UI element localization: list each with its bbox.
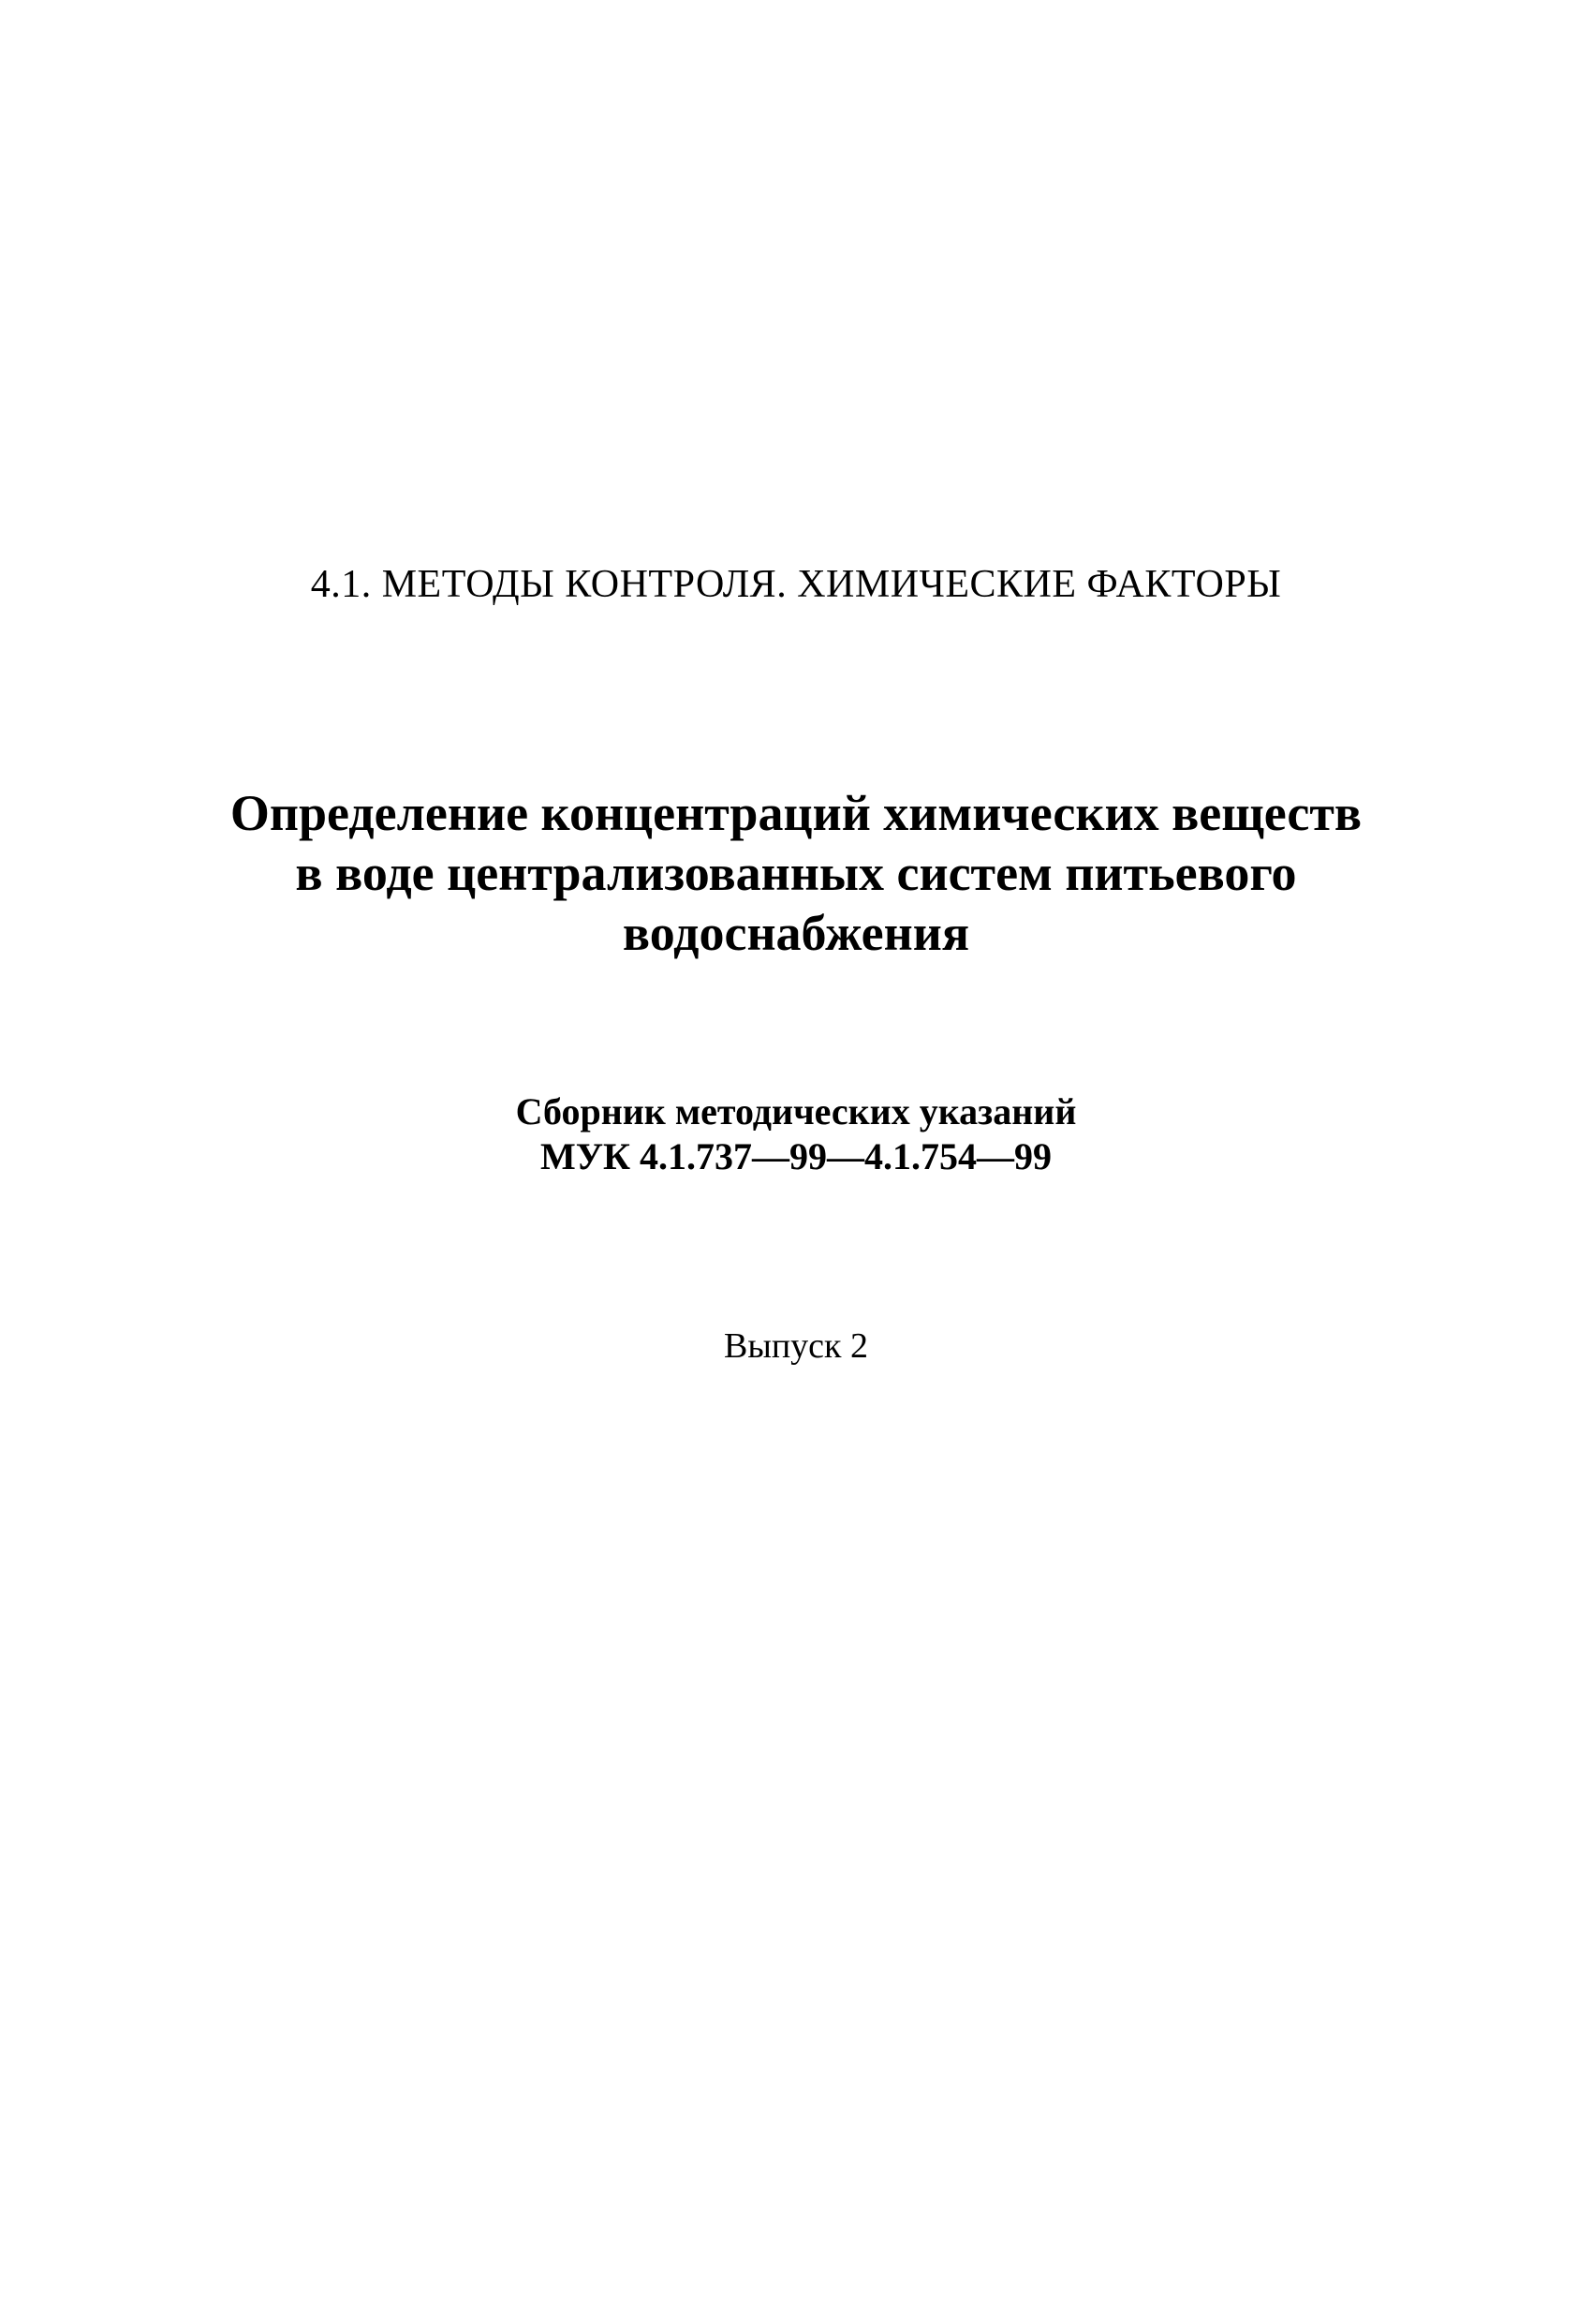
document-title-line: в воде централизованных систем питьевого (295, 845, 1297, 901)
issue-number: Выпуск 2 (723, 1326, 869, 1366)
collection-block (0, 1089, 1592, 1179)
document-title-line: Определение концентраций химических веществ (229, 785, 1363, 841)
document-title (0, 783, 1592, 963)
collection-code: МУК 4.1.737—99—4.1.754—99 (539, 1135, 1053, 1177)
document-title-line: водоснабжения (622, 905, 970, 961)
section-heading: 4.1. МЕТОДЫ КОНТРОЛЯ. ХИМИЧЕСКИЕ ФАКТОРЫ (310, 563, 1282, 606)
collection-name: Сборник методических указаний (515, 1090, 1077, 1132)
